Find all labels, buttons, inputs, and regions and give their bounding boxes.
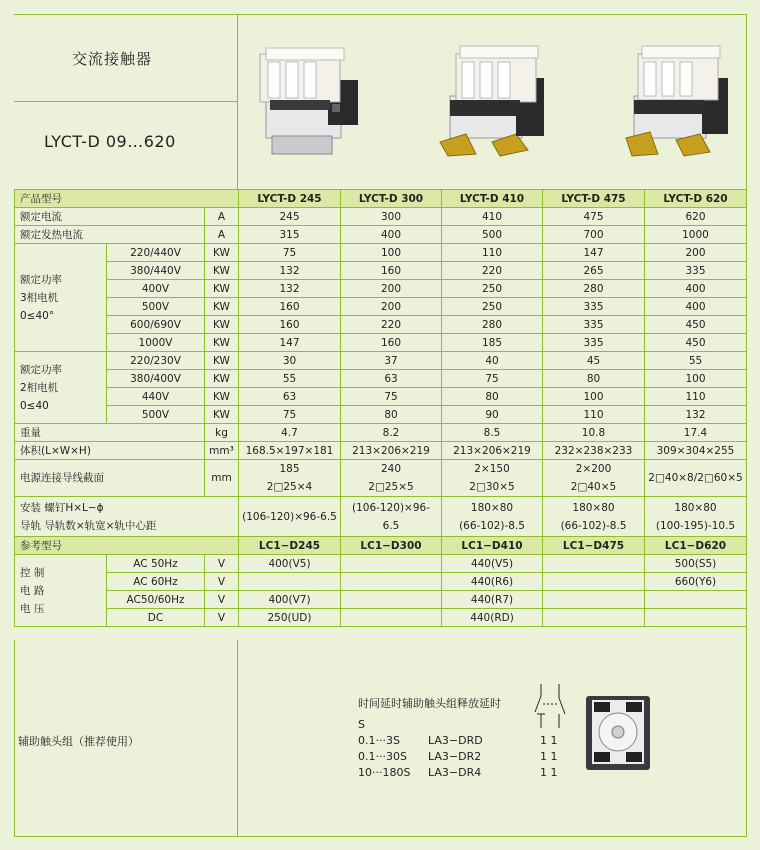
value-cell <box>341 609 442 627</box>
value-cell: 440(R7) <box>442 591 543 609</box>
value-cell: 110 <box>442 244 543 262</box>
model-range: LYCT-D 09…620 <box>44 132 176 151</box>
value-cell: 232×238×233 <box>543 442 645 460</box>
unit-cell: KW <box>205 298 239 316</box>
table-row <box>15 298 747 316</box>
value-cell: 450 <box>645 334 747 352</box>
value-cell: 147 <box>543 244 645 262</box>
value-cell <box>341 591 442 609</box>
value-cell: 75 <box>341 388 442 406</box>
value-cell: (106-120)×96-6.5 <box>341 497 442 537</box>
table-row <box>15 609 747 627</box>
value-cell: 30 <box>239 352 341 370</box>
value-cell <box>543 555 645 573</box>
value-cell: 400 <box>645 280 747 298</box>
unit-cell: V <box>205 609 239 627</box>
model-cell: LYCT-D 410 <box>442 190 543 208</box>
value-cell: 17.4 <box>645 424 747 442</box>
time-delay-module-photo <box>584 694 652 774</box>
value-cell <box>239 573 341 591</box>
unit-cell: KW <box>205 244 239 262</box>
sub-label: AC 60Hz <box>107 573 205 591</box>
value-cell <box>543 573 645 591</box>
aux-model: LA3−DR2 <box>428 750 482 763</box>
value-cell: 160 <box>239 298 341 316</box>
value-cell: 410 <box>442 208 543 226</box>
value-cell: 100 <box>543 388 645 406</box>
table-row <box>15 573 747 591</box>
value-cell: 700 <box>543 226 645 244</box>
top-rule <box>14 14 746 15</box>
value-cell: 220 <box>341 316 442 334</box>
aux-range: 10···180S <box>358 766 411 779</box>
model-header-row <box>15 190 747 208</box>
row-label: 安装 螺钉H×L−ϕ 导轨 导轨数×轨宽×轨中心距 <box>15 497 239 537</box>
aux-range: 0.1···30S <box>358 750 407 763</box>
value-cell: 100 <box>341 244 442 262</box>
value-cell: 160 <box>239 316 341 334</box>
value-cell: 280 <box>442 316 543 334</box>
volume-row <box>15 442 747 460</box>
value-cell: 110 <box>645 388 747 406</box>
value-cell: 620 <box>645 208 747 226</box>
value-cell: 500(S5) <box>645 555 747 573</box>
value-cell: 147 <box>239 334 341 352</box>
value-cell: 45 <box>543 352 645 370</box>
table-row <box>15 280 747 298</box>
row-label: 参考型号 <box>15 537 239 555</box>
value-cell <box>645 609 747 627</box>
model-cell: LYCT-D 620 <box>645 190 747 208</box>
row-label: 电源连接导线截面 <box>15 460 205 497</box>
sub-label: AC50/60Hz <box>107 591 205 609</box>
sub-label: 380/440V <box>107 262 205 280</box>
unit-cell: mm <box>205 460 239 497</box>
aux-range: 0.1···3S <box>358 734 400 747</box>
table-row <box>15 406 747 424</box>
unit-cell: A <box>205 226 239 244</box>
value-cell: 300 <box>341 208 442 226</box>
group-label: 控 制 电 路 电 压 <box>15 555 107 627</box>
table-row <box>15 316 747 334</box>
value-cell: 400 <box>341 226 442 244</box>
value-cell: 440(R6) <box>442 573 543 591</box>
value-cell: 245 <box>239 208 341 226</box>
value-cell <box>645 591 747 609</box>
row-label: 额定发热电流 <box>15 226 205 244</box>
value-cell: 500 <box>442 226 543 244</box>
unit-cell: KW <box>205 406 239 424</box>
sub-label: 600/690V <box>107 316 205 334</box>
power3-group <box>15 244 747 352</box>
control-group <box>15 555 747 627</box>
table-row <box>15 334 747 352</box>
spec-table <box>14 189 747 627</box>
value-cell: 90 <box>442 406 543 424</box>
unit-cell: A <box>205 208 239 226</box>
value-cell: 2□40×8/2□60×5 <box>645 460 747 497</box>
ref-model-cell: LC1−D620 <box>645 537 747 555</box>
value-cell: 335 <box>543 298 645 316</box>
value-cell: 335 <box>645 262 747 280</box>
value-cell: 180×80 (100-195)-10.5 <box>645 497 747 537</box>
value-cell: 335 <box>543 334 645 352</box>
page-title: 交流接触器 <box>72 50 153 68</box>
value-cell: 75 <box>239 406 341 424</box>
rated-current-row <box>15 208 747 226</box>
unit-cell: KW <box>205 262 239 280</box>
value-cell: 213×206×219 <box>341 442 442 460</box>
value-cell: 55 <box>239 370 341 388</box>
value-cell: 200 <box>341 298 442 316</box>
value-cell: 132 <box>239 262 341 280</box>
thermal-current-row <box>15 226 747 244</box>
value-cell: 2×200 2□40×5 <box>543 460 645 497</box>
table-row <box>15 352 747 370</box>
sub-label: 220/440V <box>107 244 205 262</box>
ref-model-cell: LC1−D300 <box>341 537 442 555</box>
value-cell: 2×150 2□30×5 <box>442 460 543 497</box>
value-cell: 168.5×197×181 <box>239 442 341 460</box>
value-cell: 80 <box>341 406 442 424</box>
contactor-photo-3 <box>622 38 734 158</box>
value-cell: 160 <box>341 262 442 280</box>
aux-contacts: 1 1 <box>540 734 558 747</box>
unit-cell: KW <box>205 352 239 370</box>
value-cell: 450 <box>645 316 747 334</box>
value-cell: 132 <box>645 406 747 424</box>
ref-model-cell: LC1−D245 <box>239 537 341 555</box>
value-cell: 250(UD) <box>239 609 341 627</box>
header-divider <box>14 101 237 102</box>
table-row <box>15 370 747 388</box>
sub-label: 220/230V <box>107 352 205 370</box>
aux-title: 时间延时辅助触头组释放延时 <box>358 697 501 710</box>
sub-label: 400V <box>107 280 205 298</box>
unit-cell: V <box>205 573 239 591</box>
group-label: 额定功率 3相电机 0≤40° <box>15 244 107 352</box>
value-cell: 475 <box>543 208 645 226</box>
value-cell: 440(V5) <box>442 555 543 573</box>
ref-model-row <box>15 537 747 555</box>
value-cell: 10.8 <box>543 424 645 442</box>
sub-label: 500V <box>107 298 205 316</box>
value-cell <box>341 555 442 573</box>
row-label: 额定电流 <box>15 208 205 226</box>
aux-vertical-rule <box>237 640 238 836</box>
unit-cell: KW <box>205 316 239 334</box>
power2-group <box>15 352 747 424</box>
value-cell: 309×304×255 <box>645 442 747 460</box>
value-cell: 185 2□25×4 <box>239 460 341 497</box>
header-vertical-rule <box>237 14 238 189</box>
ref-model-cell: LC1−D475 <box>543 537 645 555</box>
value-cell: 100 <box>645 370 747 388</box>
value-cell: 240 2□25×5 <box>341 460 442 497</box>
model-cell: LYCT-D 475 <box>543 190 645 208</box>
model-cell: LYCT-D 245 <box>239 190 341 208</box>
value-cell: 75 <box>442 370 543 388</box>
aux-model: LA3−DRD <box>428 734 483 747</box>
unit-cell: mm³ <box>205 442 239 460</box>
value-cell: 335 <box>543 316 645 334</box>
value-cell: 75 <box>239 244 341 262</box>
value-cell: 213×206×219 <box>442 442 543 460</box>
bottom-rule <box>14 836 747 837</box>
model-cell: LYCT-D 300 <box>341 190 442 208</box>
weight-row <box>15 424 747 442</box>
value-cell: 4.7 <box>239 424 341 442</box>
sub-label: AC 50Hz <box>107 555 205 573</box>
unit-cell: KW <box>205 280 239 298</box>
value-cell: 200 <box>341 280 442 298</box>
value-cell: 440(RD) <box>442 609 543 627</box>
value-cell: 315 <box>239 226 341 244</box>
table-row <box>15 555 747 573</box>
value-cell: 185 <box>442 334 543 352</box>
value-cell: 8.2 <box>341 424 442 442</box>
value-cell: 180×80 (66-102)-8.5 <box>543 497 645 537</box>
sub-label: 500V <box>107 406 205 424</box>
sub-label: 1000V <box>107 334 205 352</box>
aux-model: LA3−DR4 <box>428 766 482 779</box>
ref-model-cell: LC1−D410 <box>442 537 543 555</box>
value-cell: 400(V7) <box>239 591 341 609</box>
unit-cell: KW <box>205 370 239 388</box>
value-cell: 110 <box>543 406 645 424</box>
aux-label: 辅助触头组（推荐使用） <box>18 735 139 748</box>
value-cell: 8.5 <box>442 424 543 442</box>
value-cell: 200 <box>645 244 747 262</box>
aux-contacts: 1 1 <box>540 766 558 779</box>
table-row <box>15 244 747 262</box>
install-row <box>15 497 747 537</box>
row-label: 体积(L×W×H) <box>15 442 205 460</box>
value-cell: 250 <box>442 298 543 316</box>
value-cell: 37 <box>341 352 442 370</box>
group-label: 额定功率 2相电机 0≤40 <box>15 352 107 424</box>
value-cell: 180×80 (66-102)-8.5 <box>442 497 543 537</box>
sub-label: 380/400V <box>107 370 205 388</box>
cable-row <box>15 460 747 497</box>
value-cell: 132 <box>239 280 341 298</box>
unit-cell: V <box>205 591 239 609</box>
value-cell: 63 <box>341 370 442 388</box>
header-label: 产品型号 <box>15 190 239 208</box>
value-cell: 55 <box>645 352 747 370</box>
unit-cell: V <box>205 555 239 573</box>
value-cell: 1000 <box>645 226 747 244</box>
value-cell <box>543 591 645 609</box>
value-cell: 63 <box>239 388 341 406</box>
contactor-photo-1 <box>258 38 363 163</box>
unit-cell: KW <box>205 334 239 352</box>
aux-s-label: S <box>358 718 365 731</box>
value-cell: 400(V5) <box>239 555 341 573</box>
value-cell: 250 <box>442 280 543 298</box>
aux-contacts: 1 1 <box>540 750 558 763</box>
left-rule-lower <box>14 640 15 836</box>
value-cell: 40 <box>442 352 543 370</box>
table-row <box>15 388 747 406</box>
row-label: 重量 <box>15 424 205 442</box>
value-cell: 280 <box>543 280 645 298</box>
contact-symbol-icon <box>533 684 569 728</box>
value-cell: 400 <box>645 298 747 316</box>
value-cell <box>543 609 645 627</box>
contactor-photo-2 <box>436 38 548 158</box>
value-cell: 265 <box>543 262 645 280</box>
unit-cell: KW <box>205 388 239 406</box>
value-cell: 160 <box>341 334 442 352</box>
value-cell: 220 <box>442 262 543 280</box>
table-row <box>15 262 747 280</box>
sub-label: DC <box>107 609 205 627</box>
value-cell: (106-120)×96-6.5 <box>239 497 341 537</box>
value-cell <box>341 573 442 591</box>
value-cell: 80 <box>442 388 543 406</box>
table-row <box>15 591 747 609</box>
value-cell: 660(Y6) <box>645 573 747 591</box>
sub-label: 440V <box>107 388 205 406</box>
unit-cell: kg <box>205 424 239 442</box>
value-cell: 80 <box>543 370 645 388</box>
